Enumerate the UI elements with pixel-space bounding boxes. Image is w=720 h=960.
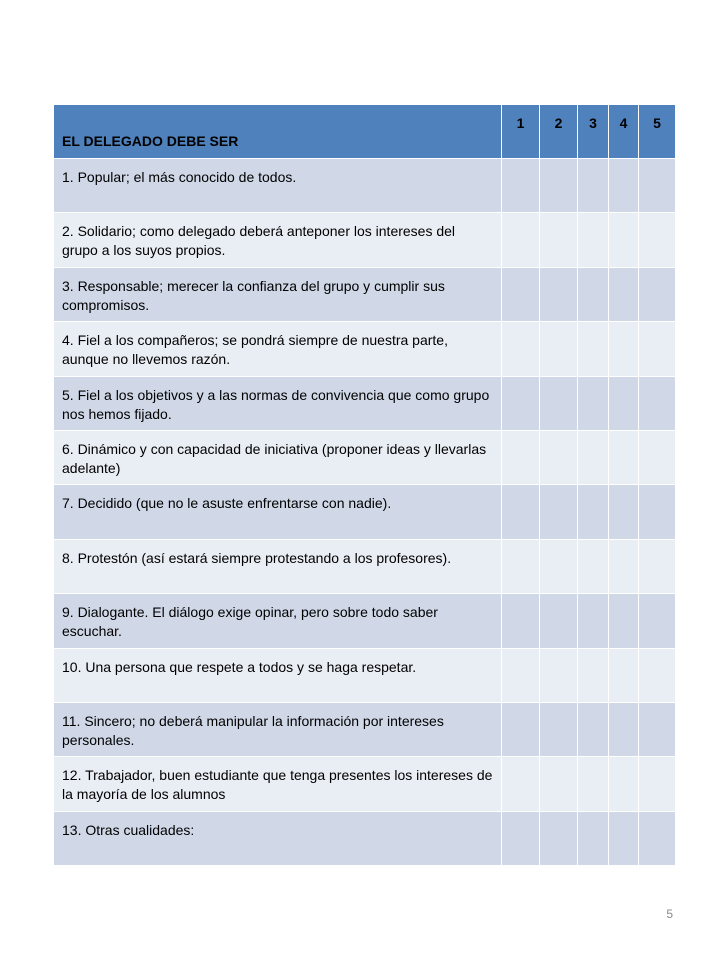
rating-cell-3[interactable]	[578, 757, 609, 811]
rating-cell-4[interactable]	[609, 430, 639, 484]
rating-cell-3[interactable]	[578, 213, 609, 267]
delegate-qualities-table	[53, 104, 676, 866]
question-text: 9. Dialogante. El diálogo exige opinar, pero sobre todo saber escuchar.	[54, 594, 502, 648]
rating-cell-5[interactable]	[639, 811, 676, 865]
rating-cell-2[interactable]	[540, 648, 578, 702]
rating-cell-3[interactable]	[578, 159, 609, 213]
table-row	[54, 430, 676, 484]
page-number: 5	[666, 907, 673, 921]
table-row	[54, 539, 676, 593]
question-text: 8. Protestón (así estará siempre protestando a los profesores).	[54, 539, 502, 593]
table-row	[54, 376, 676, 430]
table-row	[54, 267, 676, 321]
rating-cell-5[interactable]	[639, 485, 676, 539]
header-question: EL DELEGADO DEBE SER	[54, 105, 502, 159]
rating-cell-1[interactable]	[502, 485, 540, 539]
rating-cell-1[interactable]	[502, 648, 540, 702]
rating-cell-2[interactable]	[540, 376, 578, 430]
rating-cell-3[interactable]	[578, 376, 609, 430]
rating-cell-4[interactable]	[609, 213, 639, 267]
question-text: 12. Trabajador, buen estudiante que tenga presentes los intereses de la mayoría de los alumnos	[54, 757, 502, 811]
rating-cell-1[interactable]	[502, 159, 540, 213]
rating-cell-5[interactable]	[639, 648, 676, 702]
rating-cell-5[interactable]	[639, 757, 676, 811]
table-row	[54, 648, 676, 702]
table-row	[54, 213, 676, 267]
question-text: 4. Fiel a los compañeros; se pondrá siempre de nuestra parte, aunque no llevemos razón.	[54, 322, 502, 376]
rating-cell-4[interactable]	[609, 159, 639, 213]
rating-cell-2[interactable]	[540, 322, 578, 376]
rating-cell-1[interactable]	[502, 539, 540, 593]
rating-cell-1[interactable]	[502, 757, 540, 811]
table-row	[54, 594, 676, 648]
rating-cell-5[interactable]	[639, 430, 676, 484]
rating-cell-3[interactable]	[578, 702, 609, 756]
rating-cell-5[interactable]	[639, 376, 676, 430]
question-text: 13. Otras cualidades:	[54, 811, 502, 865]
rating-cell-5[interactable]	[639, 213, 676, 267]
rating-cell-5[interactable]	[639, 594, 676, 648]
question-text: 6. Dinámico y con capacidad de iniciativa (proponer ideas y llevarlas adelante)	[54, 430, 502, 484]
rating-cell-4[interactable]	[609, 594, 639, 648]
rating-cell-1[interactable]	[502, 322, 540, 376]
rating-cell-4[interactable]	[609, 702, 639, 756]
header-rating-1: 1	[502, 105, 540, 159]
table-row	[54, 159, 676, 213]
rating-cell-4[interactable]	[609, 757, 639, 811]
table-row	[54, 322, 676, 376]
rating-cell-4[interactable]	[609, 376, 639, 430]
rating-cell-3[interactable]	[578, 811, 609, 865]
rating-cell-2[interactable]	[540, 213, 578, 267]
rating-cell-3[interactable]	[578, 322, 609, 376]
rating-cell-2[interactable]	[540, 430, 578, 484]
rating-cell-3[interactable]	[578, 485, 609, 539]
rating-cell-5[interactable]	[639, 267, 676, 321]
rating-cell-2[interactable]	[540, 159, 578, 213]
rating-cell-5[interactable]	[639, 539, 676, 593]
rating-cell-2[interactable]	[540, 485, 578, 539]
rating-cell-1[interactable]	[502, 430, 540, 484]
header-rating-4: 4	[609, 105, 639, 159]
question-text: 5. Fiel a los objetivos y a las normas de convivencia que como grupo nos hemos fijado.	[54, 376, 502, 430]
table-header-row	[54, 105, 676, 159]
header-rating-2: 2	[540, 105, 578, 159]
question-text: 3. Responsable; merecer la confianza del grupo y cumplir sus compromisos.	[54, 267, 502, 321]
table-row	[54, 811, 676, 865]
rating-cell-3[interactable]	[578, 648, 609, 702]
rating-cell-2[interactable]	[540, 702, 578, 756]
rating-cell-4[interactable]	[609, 811, 639, 865]
table-body	[54, 159, 676, 866]
table-row	[54, 485, 676, 539]
rating-cell-4[interactable]	[609, 485, 639, 539]
rating-cell-2[interactable]	[540, 594, 578, 648]
header-rating-5: 5	[639, 105, 676, 159]
rating-cell-3[interactable]	[578, 539, 609, 593]
table-row	[54, 702, 676, 756]
rating-cell-4[interactable]	[609, 539, 639, 593]
question-text: 1. Popular; el más conocido de todos.	[54, 159, 502, 213]
header-rating-3: 3	[578, 105, 609, 159]
question-text: 2. Solidario; como delegado deberá anteponer los intereses del grupo a los suyos propios.	[54, 213, 502, 267]
rating-cell-5[interactable]	[639, 159, 676, 213]
rating-cell-3[interactable]	[578, 430, 609, 484]
question-text: 10. Una persona que respete a todos y se haga respetar.	[54, 648, 502, 702]
rating-cell-4[interactable]	[609, 322, 639, 376]
rating-cell-2[interactable]	[540, 757, 578, 811]
rating-cell-3[interactable]	[578, 594, 609, 648]
rating-cell-5[interactable]	[639, 322, 676, 376]
rating-cell-4[interactable]	[609, 648, 639, 702]
rating-cell-2[interactable]	[540, 539, 578, 593]
rating-cell-1[interactable]	[502, 213, 540, 267]
rating-cell-1[interactable]	[502, 702, 540, 756]
rating-cell-1[interactable]	[502, 594, 540, 648]
rating-cell-2[interactable]	[540, 267, 578, 321]
question-text: 7. Decidido (que no le asuste enfrentarse con nadie).	[54, 485, 502, 539]
rating-cell-4[interactable]	[609, 267, 639, 321]
question-text: 11. Sincero; no deberá manipular la información por intereses personales.	[54, 702, 502, 756]
table-row	[54, 757, 676, 811]
rating-cell-3[interactable]	[578, 267, 609, 321]
rating-cell-1[interactable]	[502, 376, 540, 430]
rating-cell-2[interactable]	[540, 811, 578, 865]
rating-cell-1[interactable]	[502, 811, 540, 865]
rating-cell-1[interactable]	[502, 267, 540, 321]
rating-cell-5[interactable]	[639, 702, 676, 756]
